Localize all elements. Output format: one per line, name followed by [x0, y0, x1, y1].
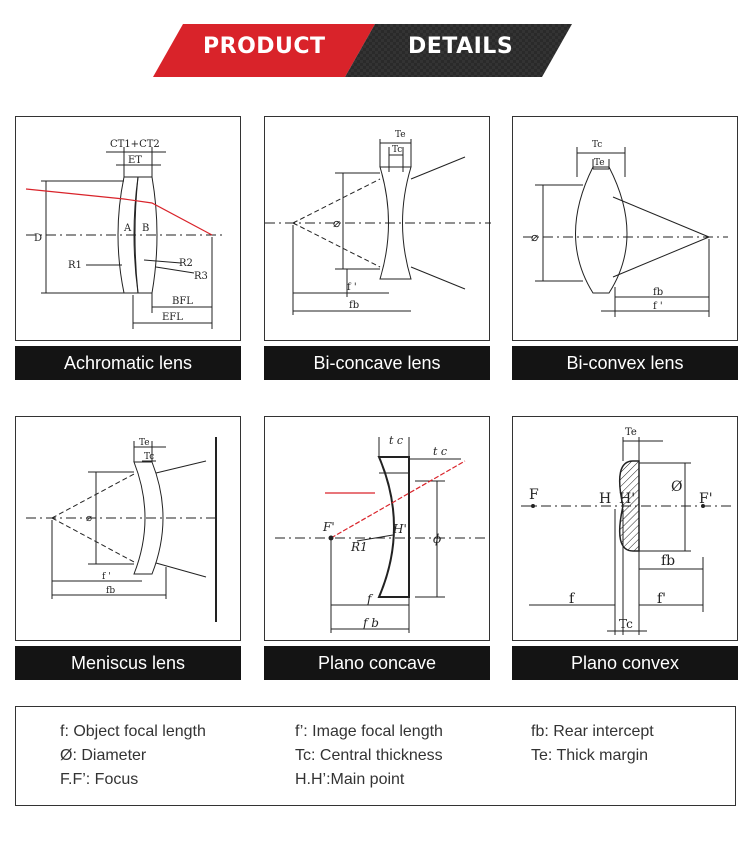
meniscus-lens-caption: Meniscus lens	[15, 646, 241, 680]
legend-focus: F.F’: Focus	[60, 771, 139, 788]
legend-main-point: H.H’:Main point	[295, 771, 405, 788]
bi-convex-phi-label: ⌀	[531, 230, 539, 244]
plano-concave-r1-label: R1	[351, 540, 368, 554]
achromatic-d-label: D	[34, 233, 43, 244]
banner-graphic	[0, 0, 750, 90]
plano-concave-fp-label: F'	[323, 520, 335, 534]
meniscus-fb-label: fb	[106, 586, 116, 596]
achromatic-et-label: ET	[128, 155, 142, 166]
banner-product-text: PRODUCT	[203, 34, 326, 59]
plano-convex-fb-label: fb	[661, 553, 676, 569]
plano-convex-fprime-label: f'	[657, 591, 667, 607]
legend-fprime: f’: Image focal length	[295, 723, 443, 740]
legend-f: f: Object focal length	[60, 723, 206, 740]
bi-concave-te-label: Te	[395, 130, 406, 140]
plano-convex-lens-diagram	[512, 416, 738, 641]
achromatic-r2-label: R2	[179, 258, 193, 269]
plano-convex-f-label: f	[569, 591, 575, 607]
achromatic-efl-label: EFL	[162, 312, 183, 323]
achromatic-b-label: B	[142, 223, 150, 234]
bi-convex-lens-caption: Bi-convex lens	[512, 346, 738, 380]
symbol-legend	[15, 706, 736, 806]
achromatic-ct-label: CT1+CT2	[110, 139, 160, 150]
meniscus-te-label: Te	[139, 438, 150, 448]
bi-concave-tc-label: Tc	[392, 145, 403, 155]
plano-convex-f-point-label: F	[529, 487, 539, 503]
meniscus-f-label: f '	[102, 572, 111, 582]
meniscus-lens-diagram	[15, 416, 241, 641]
bi-convex-te-label: Te	[594, 158, 605, 168]
bi-convex-f-label: f '	[653, 301, 663, 312]
plano-convex-h-label: H	[599, 491, 612, 507]
legend-fb: fb: Rear intercept	[531, 723, 654, 740]
plano-convex-tc-label: Tc	[619, 617, 633, 631]
bi-convex-tc-label: Tc	[592, 140, 603, 150]
bi-concave-fb-label: fb	[349, 300, 360, 311]
meniscus-tc-label: Tc	[144, 452, 155, 462]
plano-concave-phi-label: ϕ	[433, 532, 442, 546]
banner-details-text: DETAILS	[408, 34, 514, 59]
achromatic-bfl-label: BFL	[172, 296, 193, 307]
plano-convex-hp-label: H'	[619, 491, 636, 507]
achromatic-lens-caption: Achromatic lens	[15, 346, 241, 380]
plano-concave-h-label: H'	[393, 522, 407, 536]
legend-diameter: Ø: Diameter	[60, 747, 147, 764]
bi-concave-lens-caption: Bi-concave lens	[264, 346, 490, 380]
legend-tc: Tc: Central thickness	[295, 747, 443, 764]
plano-concave-lens-diagram	[264, 416, 490, 641]
meniscus-phi-label: ⌀	[86, 513, 93, 524]
bi-convex-lens-diagram	[512, 116, 738, 341]
plano-concave-lens-caption: Plano concave	[264, 646, 490, 680]
achromatic-lens-diagram	[15, 116, 241, 341]
legend-te: Te: Thick margin	[531, 747, 649, 764]
bi-concave-phi-label: ⌀	[333, 216, 341, 230]
plano-convex-phi-label: Ø	[671, 479, 683, 495]
plano-convex-te-label: Te	[625, 427, 637, 438]
bi-concave-f-label: f '	[347, 282, 357, 293]
plano-convex-fp-label: F'	[699, 491, 713, 507]
bi-concave-lens-diagram	[264, 116, 490, 341]
achromatic-r1-label: R1	[68, 260, 82, 271]
header-banner	[0, 0, 750, 90]
bi-convex-fb-label: fb	[653, 287, 664, 298]
achromatic-a-label: A	[124, 223, 132, 234]
plano-convex-lens-caption: Plano convex	[512, 646, 738, 680]
plano-concave-tc2-label: t c	[433, 445, 448, 458]
achromatic-r3-label: R3	[194, 271, 208, 282]
plano-concave-fb-label: f b	[363, 616, 379, 630]
plano-concave-f-label: f	[367, 592, 372, 606]
plano-concave-tc-label: t c	[389, 434, 404, 447]
